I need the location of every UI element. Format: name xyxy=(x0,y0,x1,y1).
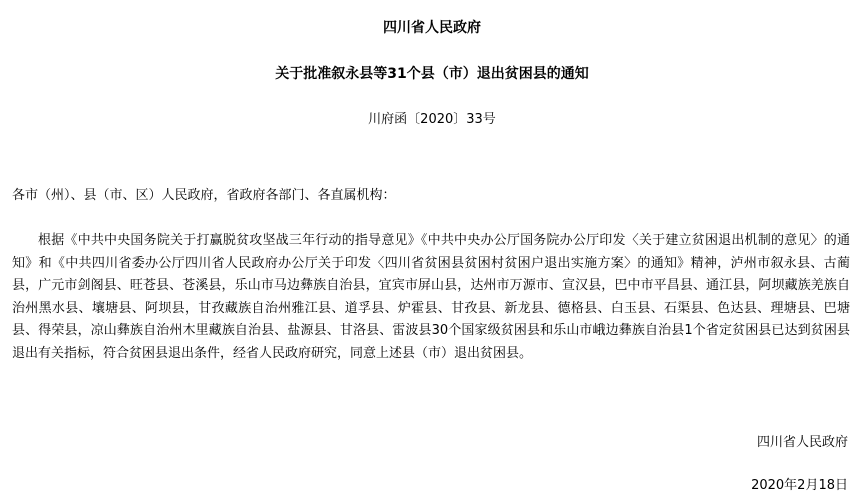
document-title: 关于批准叙永县等31个县（市）退出贫困县的通知 xyxy=(275,66,589,82)
salutation: 各市（州）、县（市、区）人民政府，省政府各部门、各直属机构： xyxy=(12,188,396,203)
issuer-heading: 四川省人民政府 xyxy=(383,20,481,36)
document-number: 川府函〔2020〕33号 xyxy=(368,112,496,127)
body-paragraph: 根据《中共中央国务院关于打赢脱贫攻坚战三年行动的指导意见》《中共中央办公厅国务院办公厅印发〈关于建立贫困退出机制的意见〉的通知》和《中共四川省委办公厅四川省人民政府办公厅关于印发〈四川省贫困县贫困村贫困户退出实施方案〉的通知》精神，泸州市叙永县、古蔺县，广元市剑阁县、旺苍县、苍溪县，乐山市马边彝族自治县，宜宾市屏山县，达州市万源市、宣汉县，巴中市平昌县、通江县，阿坝藏族羌族自治州黑水县、壤塘县、阿坝县，甘孜藏族自治州雅江县、道孚县、炉霍县、甘孜县、新龙县、德格县、白玉县、石渠县、色达县、理塘县、巴塘县、得荣县，凉山彝族自治州木里藏族自治县、盐源县、甘洛县、雷波县30个国家级贫困县和乐山市峨边彝族自治县1个省定贫困县已达到贫困县退出有关指标，符合贫困县退出条件，经省人民政府研究，同意上述县（市）退出贫困县。 xyxy=(12,233,850,361)
signature: 四川省人民政府 xyxy=(756,435,848,450)
issue-date: 2020年2月18日 xyxy=(751,478,848,493)
